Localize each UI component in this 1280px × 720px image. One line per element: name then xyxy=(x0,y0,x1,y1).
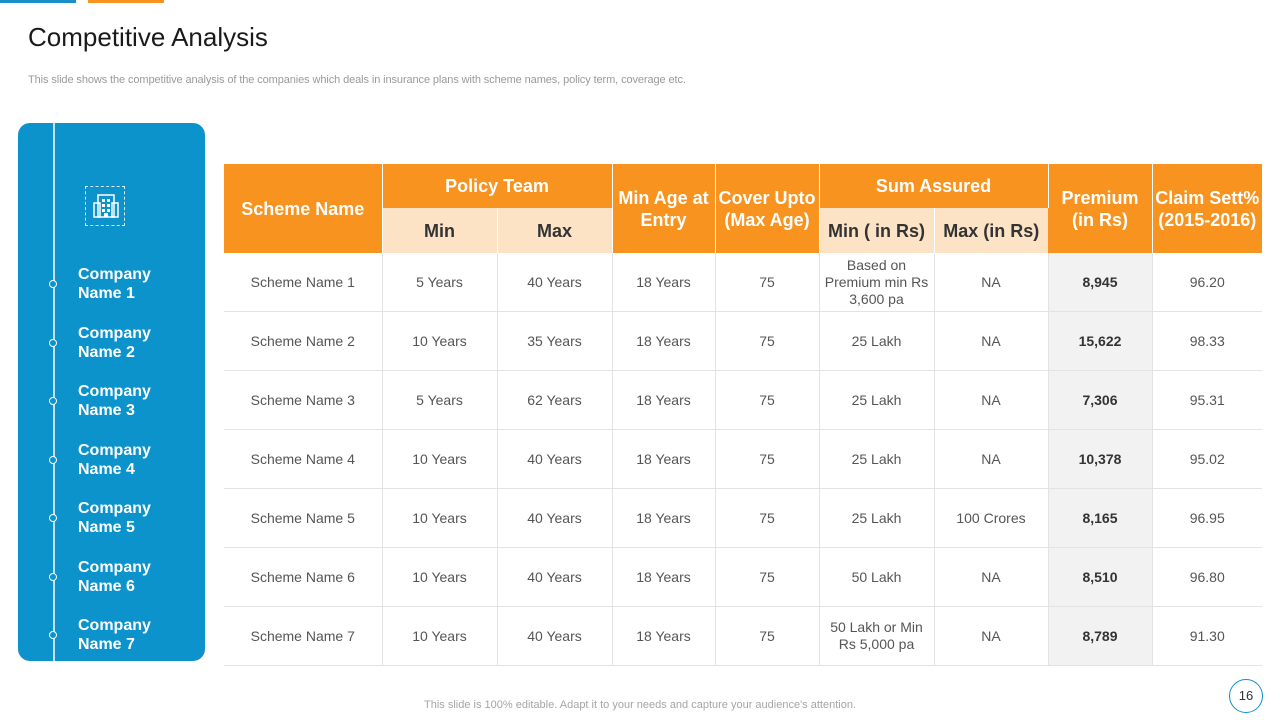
company-item xyxy=(18,323,205,367)
company-item xyxy=(18,264,205,308)
timeline-dot xyxy=(49,397,57,405)
page-subtitle: This slide shows the competitive analysis of the companies which deals in insurance plans with scheme names, policy term, coverage etc. xyxy=(28,74,686,86)
cell-premium: 8,789 xyxy=(1048,607,1152,666)
table-row xyxy=(224,312,1262,371)
cell-premium: 7,306 xyxy=(1048,371,1152,430)
company-item xyxy=(18,615,205,659)
cell-policy-max: 40 Years xyxy=(497,548,612,607)
cell-policy-min: 10 Years xyxy=(382,548,497,607)
table-row xyxy=(224,430,1262,489)
cell-policy-min: 5 Years xyxy=(382,371,497,430)
table-row xyxy=(224,607,1262,666)
timeline-dot xyxy=(49,280,57,288)
timeline-dot xyxy=(49,339,57,347)
company-name: Company Name 5 xyxy=(78,500,151,536)
cell-sum-max: NA xyxy=(934,430,1048,489)
cell-policy-max: 40 Years xyxy=(497,607,612,666)
cell-cover: 75 xyxy=(715,489,819,548)
table-row xyxy=(224,548,1262,607)
table-row xyxy=(224,371,1262,430)
cell-scheme: Scheme Name 3 xyxy=(224,371,382,430)
header-premium: Premium (in Rs) xyxy=(1048,164,1152,253)
table-row xyxy=(224,489,1262,548)
cell-policy-min: 5 Years xyxy=(382,253,497,312)
cell-premium: 8,165 xyxy=(1048,489,1152,548)
cell-claim: 91.30 xyxy=(1152,607,1262,666)
timeline-dot xyxy=(49,631,57,639)
cell-premium: 15,622 xyxy=(1048,312,1152,371)
footer-note: This slide is 100% editable. Adapt it to your needs and capture your audience's attention. xyxy=(424,699,856,711)
cell-claim: 96.20 xyxy=(1152,253,1262,312)
page-number: 16 xyxy=(1229,679,1263,713)
building-icon xyxy=(85,186,125,226)
table-row xyxy=(224,253,1262,312)
header-sum-min: Min ( in Rs) xyxy=(819,208,934,253)
competitive-analysis-table xyxy=(224,164,1262,666)
header-policy-max: Max xyxy=(497,208,612,253)
cell-min-age: 18 Years xyxy=(612,312,715,371)
company-item xyxy=(18,498,205,542)
cell-scheme: Scheme Name 7 xyxy=(224,607,382,666)
cell-sum-min: 25 Lakh xyxy=(819,430,934,489)
cell-policy-max: 40 Years xyxy=(497,253,612,312)
cell-policy-min: 10 Years xyxy=(382,312,497,371)
company-name: Company Name 1 xyxy=(78,266,151,302)
cell-policy-min: 10 Years xyxy=(382,607,497,666)
company-name: Company Name 7 xyxy=(78,617,151,653)
cell-sum-min: 25 Lakh xyxy=(819,371,934,430)
cell-min-age: 18 Years xyxy=(612,253,715,312)
cell-min-age: 18 Years xyxy=(612,371,715,430)
cell-policy-max: 40 Years xyxy=(497,489,612,548)
header-sum-max: Max (in Rs) xyxy=(934,208,1048,253)
company-item xyxy=(18,440,205,484)
page-title: Competitive Analysis xyxy=(28,22,268,52)
company-item xyxy=(18,557,205,601)
cell-min-age: 18 Years xyxy=(612,489,715,548)
cell-sum-min: 25 Lakh xyxy=(819,312,934,371)
cell-sum-min: 25 Lakh xyxy=(819,489,934,548)
cell-min-age: 18 Years xyxy=(612,607,715,666)
cell-cover: 75 xyxy=(715,312,819,371)
cell-policy-max: 40 Years xyxy=(497,430,612,489)
cell-cover: 75 xyxy=(715,253,819,312)
cell-claim: 95.02 xyxy=(1152,430,1262,489)
timeline-dot xyxy=(49,573,57,581)
cell-sum-max: NA xyxy=(934,312,1048,371)
cell-claim: 95.31 xyxy=(1152,371,1262,430)
cell-scheme: Scheme Name 2 xyxy=(224,312,382,371)
cell-cover: 75 xyxy=(715,548,819,607)
accent-bar-orange xyxy=(88,0,164,3)
cell-sum-max: NA xyxy=(934,607,1048,666)
cell-cover: 75 xyxy=(715,607,819,666)
cell-min-age: 18 Years xyxy=(612,548,715,607)
company-name: Company Name 2 xyxy=(78,325,151,361)
cell-sum-min: 50 Lakh xyxy=(819,548,934,607)
header-sum-assured: Sum Assured xyxy=(819,164,1048,208)
cell-scheme: Scheme Name 1 xyxy=(224,253,382,312)
company-name: Company Name 6 xyxy=(78,559,151,595)
cell-sum-max: 100 Crores xyxy=(934,489,1048,548)
cell-cover: 75 xyxy=(715,371,819,430)
cell-scheme: Scheme Name 5 xyxy=(224,489,382,548)
cell-scheme: Scheme Name 4 xyxy=(224,430,382,489)
header-policy-min: Min xyxy=(382,208,497,253)
cell-sum-max: NA xyxy=(934,371,1048,430)
cell-min-age: 18 Years xyxy=(612,430,715,489)
cell-claim: 98.33 xyxy=(1152,312,1262,371)
cell-premium: 8,510 xyxy=(1048,548,1152,607)
company-sidebar xyxy=(18,123,205,661)
timeline-dot xyxy=(49,514,57,522)
header-policy-team: Policy Team xyxy=(382,164,612,208)
company-name: Company Name 3 xyxy=(78,383,151,419)
cell-premium: 10,378 xyxy=(1048,430,1152,489)
cell-sum-max: NA xyxy=(934,548,1048,607)
header-scheme-name: Scheme Name xyxy=(224,164,382,253)
cell-cover: 75 xyxy=(715,430,819,489)
cell-policy-min: 10 Years xyxy=(382,430,497,489)
header-min-age-entry: Min Age at Entry xyxy=(612,164,715,253)
company-name: Company Name 4 xyxy=(78,442,151,478)
cell-policy-max: 35 Years xyxy=(497,312,612,371)
timeline-dot xyxy=(49,456,57,464)
company-item xyxy=(18,381,205,425)
header-cover-upto: Cover Upto (Max Age) xyxy=(715,164,819,253)
header-claim-sett: Claim Sett% (2015-2016) xyxy=(1152,164,1262,253)
cell-claim: 96.80 xyxy=(1152,548,1262,607)
cell-sum-max: NA xyxy=(934,253,1048,312)
cell-claim: 96.95 xyxy=(1152,489,1262,548)
cell-sum-min: Based on Premium min Rs 3,600 pa xyxy=(819,253,934,312)
cell-policy-max: 62 Years xyxy=(497,371,612,430)
cell-policy-min: 10 Years xyxy=(382,489,497,548)
cell-sum-min: 50 Lakh or Min Rs 5,000 pa xyxy=(819,607,934,666)
accent-bar-blue xyxy=(0,0,76,3)
cell-premium: 8,945 xyxy=(1048,253,1152,312)
cell-scheme: Scheme Name 6 xyxy=(224,548,382,607)
